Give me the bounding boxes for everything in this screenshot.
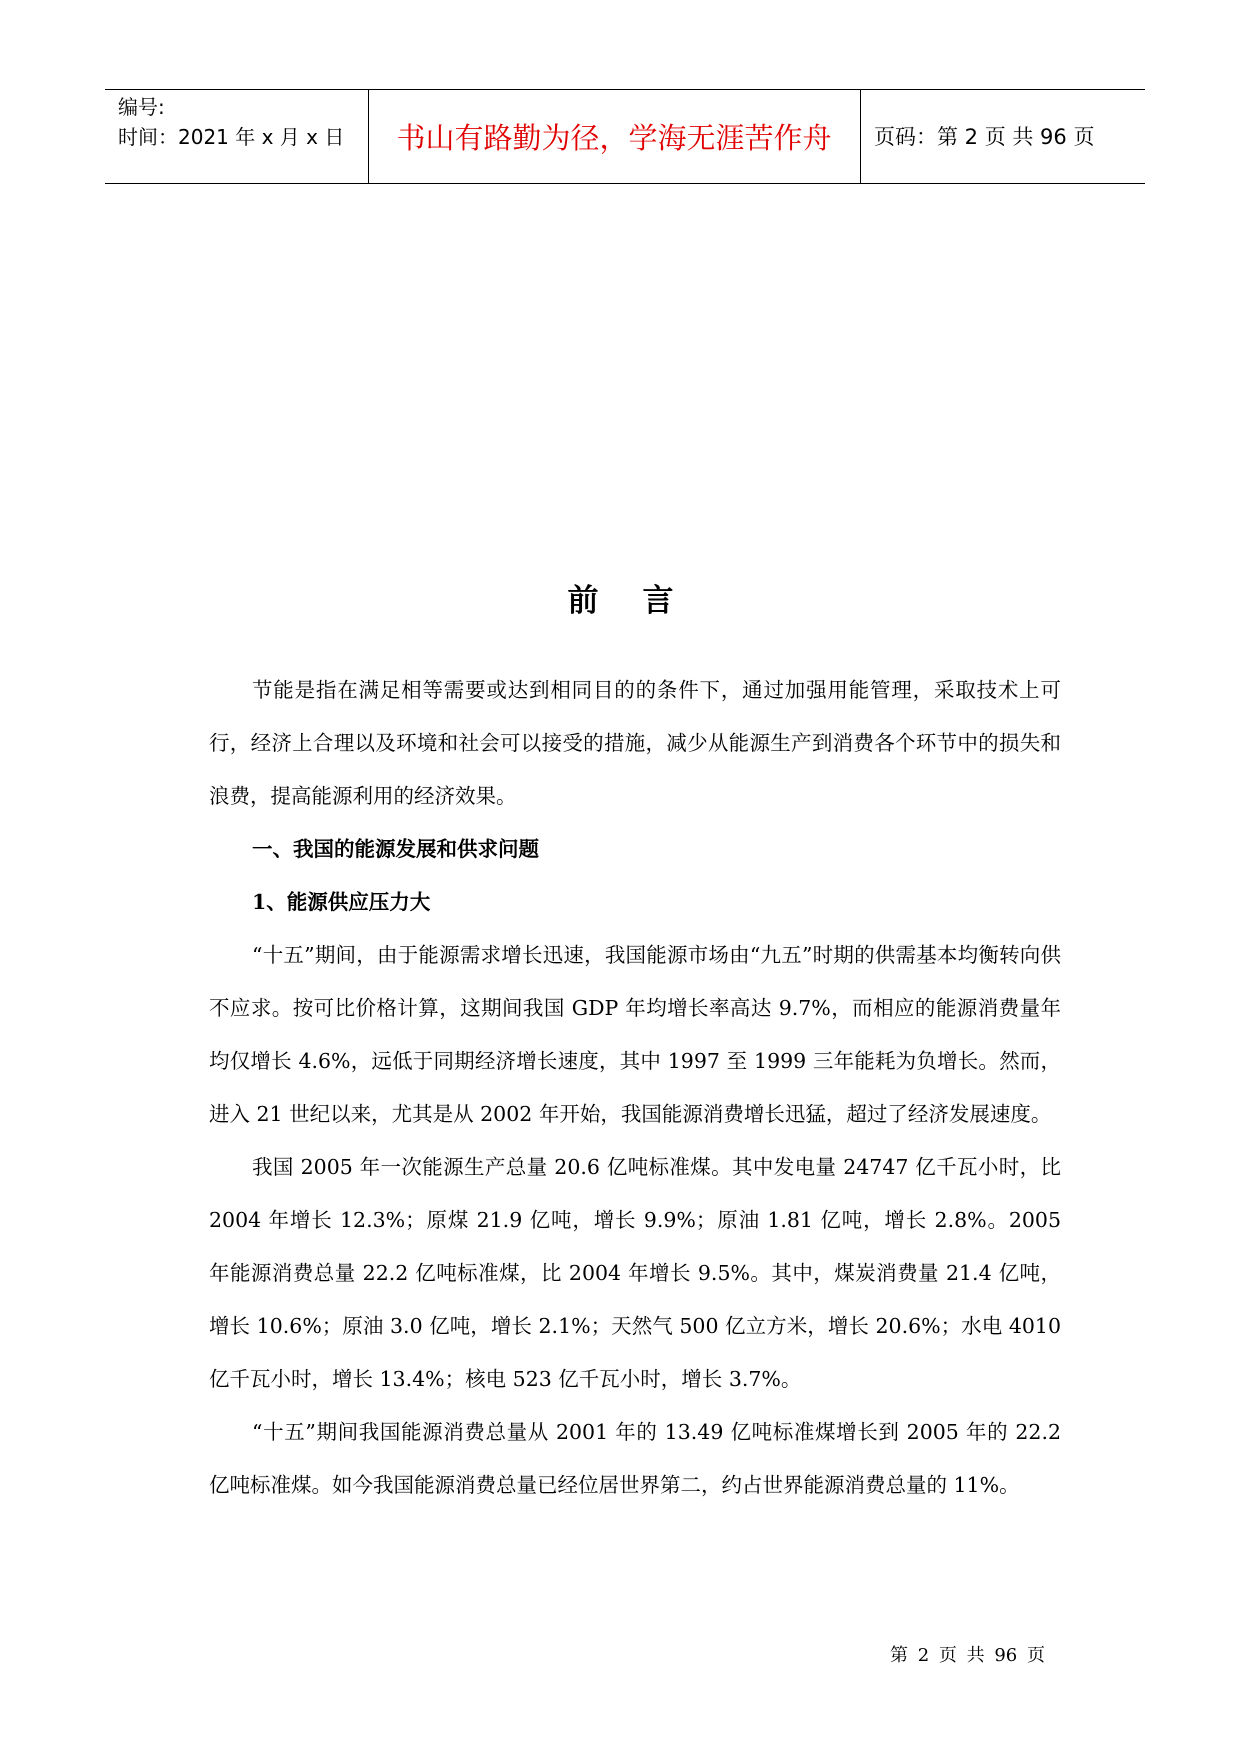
document-body <box>209 664 1061 1512</box>
time-label: 时间：2021 年 x 月 x 日 <box>118 125 345 149</box>
header-motto: 书山有路勤为径，学海无涯苦作舟 <box>396 120 832 155</box>
header-bottom-rule <box>105 183 1145 184</box>
paragraph-intro: 节能是指在满足相等需要或达到相同目的的条件下，通过加强用能管理，采取技术上可行，经济上合理以及环境和社会可以接受的措施，减少从能源生产到消费各个环节中的损失和浪费，提高能源利用的经济效果。 <box>209 678 1061 808</box>
header-page-label: 页码：第 2 页 共 96 页 <box>874 125 1095 149</box>
header-meta <box>118 92 344 152</box>
paragraph-consumption: “十五”期间我国能源消费总量从 2001 年的 13.49 亿吨标准煤增长到 2005 年的 22.2 亿吨标准煤。如今我国能源消费总量已经位居世界第二，约占世界能源消费总量的 11%。 <box>209 1420 1061 1497</box>
subsection-heading: 1、能源供应压力大 <box>252 890 431 914</box>
title-char-1: 前 <box>567 583 599 619</box>
page-footer: 第 2 页 共 96 页 <box>890 1645 1045 1666</box>
title-char-2: 言 <box>642 583 674 619</box>
serial-label: 编号: <box>118 95 165 119</box>
section-heading: 一、我国的能源发展和供求问题 <box>252 837 539 861</box>
header-divider-right <box>860 89 861 183</box>
paragraph-supply: “十五”期间，由于能源需求增长迅速，我国能源市场由“九五”时期的供需基本均衡转向供不应求。按可比价格计算，这期间我国 GDP 年均增长率高达 9.7%，而相应的能源消费量年均仅增长 4.6%，远低于同期经济增长速度，其中 1997 至 1999 三年能耗为负增长。然而，进入 21 世纪以来，尤其是从 2002 年开始，我国能源消费增长迅猛，超过了经济发展速度。 <box>209 943 1061 1126</box>
paragraph-2005-stats: 我国 2005 年一次能源生产总量 20.6 亿吨标准煤。其中发电量 24747 亿千瓦小时，比 2004 年增长 12.3%；原煤 21.9 亿吨，增长 9.9%；原油 1.81 亿吨，增长 2.8%。2005 年能源消费总量 22.2 亿吨标准煤，比 2004 年增长 9.5%。其中，煤炭消费量 21.4 亿吨，增长 10.6%；原油 3.0 亿吨，增长 2.1%；天然气 500 亿立方米，增长 20.6%；水电 4010 亿千瓦小时，增长 13.4%；核电 523 亿千瓦小时，增长 3.7%。 <box>209 1155 1061 1391</box>
document-title <box>0 575 1241 620</box>
